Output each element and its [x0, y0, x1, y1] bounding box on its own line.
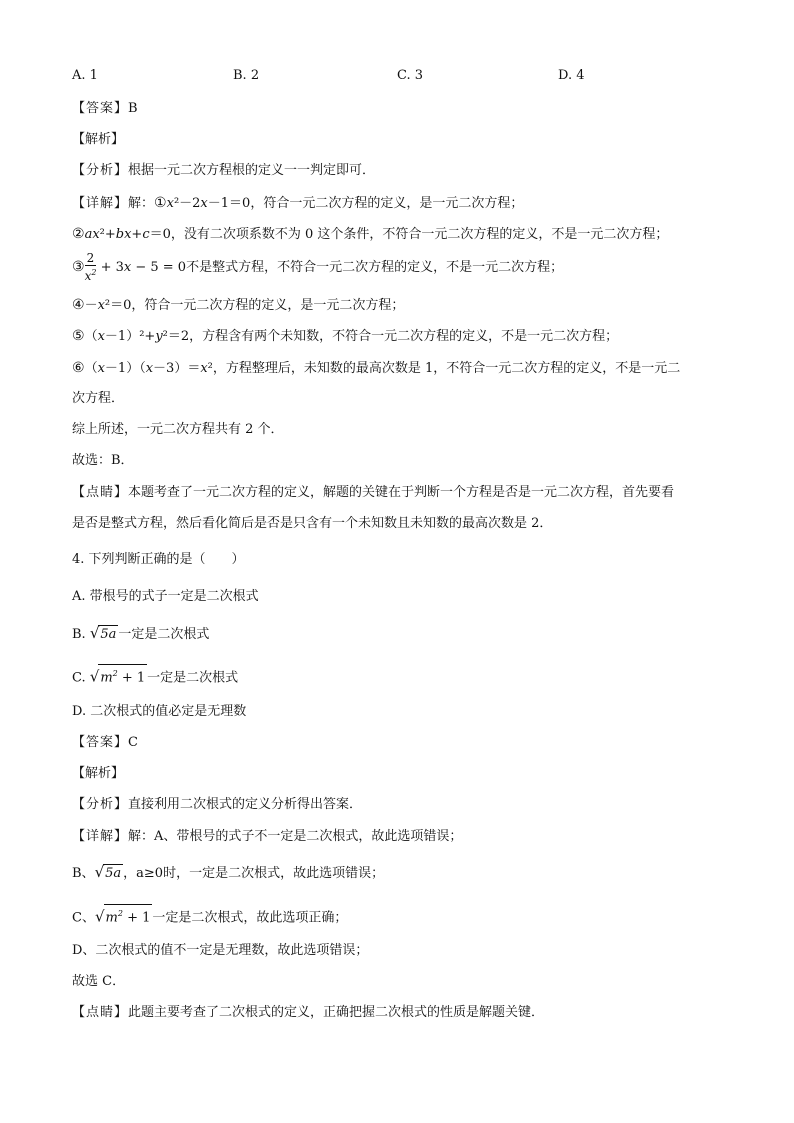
fenxi-tag: 【分析】 [72, 797, 129, 812]
q3-detail-item6: ⑥（x－1）（x－3）＝x²，方程整理后，未知数的最高次数是 1，不符合一元二次方程的定义，不是一元二 [72, 360, 681, 376]
item-text: ，没有二次项系数不为 0 这个条件，不符合一元二次方程的定义，不是一元二次方程； [170, 227, 669, 242]
q4-stem: 4. 下列判断正确的是（ ） [72, 552, 245, 567]
q4-analysis-tag: 【解析】 [72, 766, 125, 781]
item-text: ，符合一元二次方程的定义，是一元二次方程； [131, 298, 405, 313]
equation: x [166, 196, 174, 211]
answer-value: C [128, 735, 138, 750]
fenxi-tag: 【分析】 [72, 163, 129, 178]
detail-text: ，a≥0时，一定是二次根式，故此选项错误； [123, 866, 385, 881]
option-c: C. 3 [397, 68, 424, 83]
item-mark: ① [154, 195, 167, 211]
detail-text: 一定是二次根式，故此选项正确； [152, 910, 348, 926]
detail-intro: 解： [128, 196, 155, 211]
q3-detail-item5: ⑤（x－1）²+y²＝2，方程含有两个未知数，不符合一元二次方程的定义，不是一元二次方程； [72, 328, 619, 344]
detail-label: C、 [72, 910, 95, 926]
equation: x [97, 298, 105, 313]
q4-option-b: B. √5a 一定是二次根式 [72, 624, 210, 642]
option-text: 一定是二次根式 [147, 670, 239, 686]
item-text: 不是整式方程，不符合一元二次方程的定义，不是一元二次方程； [186, 260, 564, 275]
q4-fenxi [72, 796, 362, 814]
comment-text: 本题考查了一元二次方程的定义，解题的关键在于判断一个方程是否是一元二次方程，首先要看 [128, 485, 675, 500]
q3-summary: 综上所述，一元二次方程共有 2 个． [72, 422, 284, 437]
item-mark: ⑥ [72, 360, 85, 376]
radical: √ [89, 667, 100, 686]
item-mark: ④ [72, 297, 85, 313]
item-text: ，方程整理后，未知数的最高次数是 1，不符合一元二次方程的定义，不是一元二 [212, 361, 681, 376]
q3-fenxi [72, 162, 375, 180]
q3-detail-item6-cont: 次方程． [72, 391, 125, 406]
radical: √ [94, 863, 105, 881]
option-a: A. 1 [72, 68, 98, 83]
option-text: 一定是二次根式 [118, 627, 210, 642]
radical: √ [89, 624, 100, 642]
q3-detail-item1: 【详解】解：①x²－2x－1＝0，符合一元二次方程的定义，是一元二次方程； [72, 195, 524, 211]
q3-detail-item2: ②ax²+bx+c＝0，没有二次项系数不为 0 这个条件，不符合一元二次方程的定义，不是一元二次方程； [72, 226, 669, 242]
item-mark: ③ [72, 259, 85, 275]
item-mark: ⑤ [72, 328, 85, 344]
q4-answer [72, 734, 138, 752]
option-label: B. [72, 627, 90, 642]
answer-tag: 【答案】 [72, 735, 129, 750]
q4-option-d: D. 二次根式的值必定是无理数 [72, 704, 247, 719]
q4-detail-a [72, 828, 462, 846]
detail-label: B、 [72, 866, 95, 881]
q3-answer [72, 100, 138, 118]
detail-tag: 【详解】 [72, 196, 129, 211]
answer-value: B [128, 101, 138, 116]
q4-option-c: C. $√m^2 + 1$ 一定是二次根式 [72, 664, 238, 687]
fenxi-text: 直接利用二次根式的定义分析得出答案． [128, 797, 363, 812]
answer-tag: 【答案】 [72, 101, 129, 116]
q3-analysis-tag: 【解析】 [72, 132, 125, 147]
q4-detail-c: C、$√m^2 + 1$ 一定是二次根式，故此选项正确； [72, 904, 347, 927]
q3-detail-item3: ③ $\frac{2}{x^2}$ + 3x − 5 = 0不是整式方程，不符合一元二次方程的定义，不是一元二次方程； [72, 251, 564, 283]
item-mark: ② [72, 226, 85, 242]
option-b: B. 2 [233, 68, 260, 83]
q4-comment [72, 1004, 544, 1022]
comment-tag: 【点睛】 [72, 485, 129, 500]
q3-detail-item4: ④－x²＝0，符合一元二次方程的定义，是一元二次方程； [72, 297, 405, 313]
detail-tag: 【详解】 [72, 829, 129, 844]
q4-choose: 故选 C． [72, 974, 126, 989]
item-text: ，方程含有两个未知数，不符合一元二次方程的定义，不是一元二次方程； [189, 329, 619, 344]
detail-text: 解：A、带根号的式子不一定是二次根式，故此选项错误； [128, 829, 463, 844]
q4-option-a: A. 带根号的式子一定是二次根式 [72, 589, 259, 604]
q4-detail-b: B、√5a ，a≥0时，一定是二次根式，故此选项错误； [72, 863, 385, 881]
q4-detail-d: D、二次根式的值不一定是无理数，故此选项错误； [72, 943, 369, 958]
item-text: ，符合一元二次方程的定义，是一元二次方程； [250, 196, 524, 211]
fraction: $\frac{2}{x^2}$ [84, 251, 97, 283]
q3-choose: 故选：B． [72, 453, 134, 468]
fenxi-text: 根据一元二次方程根的定义一一判定即可． [128, 163, 376, 178]
radical: √ [94, 907, 105, 926]
option-label: C. [72, 670, 90, 686]
q3-comment [72, 484, 674, 502]
option-d: D. 4 [558, 68, 585, 83]
equation: ax [84, 227, 100, 242]
q3-comment-cont: 是否是整式方程，然后看化简后是否是只含有一个未知数且未知数的最高次数是 2． [72, 516, 553, 531]
comment-text: 此题主要考查了二次根式的定义，正确把握二次根式的性质是解题关键． [128, 1005, 545, 1020]
comment-tag: 【点睛】 [72, 1005, 129, 1020]
